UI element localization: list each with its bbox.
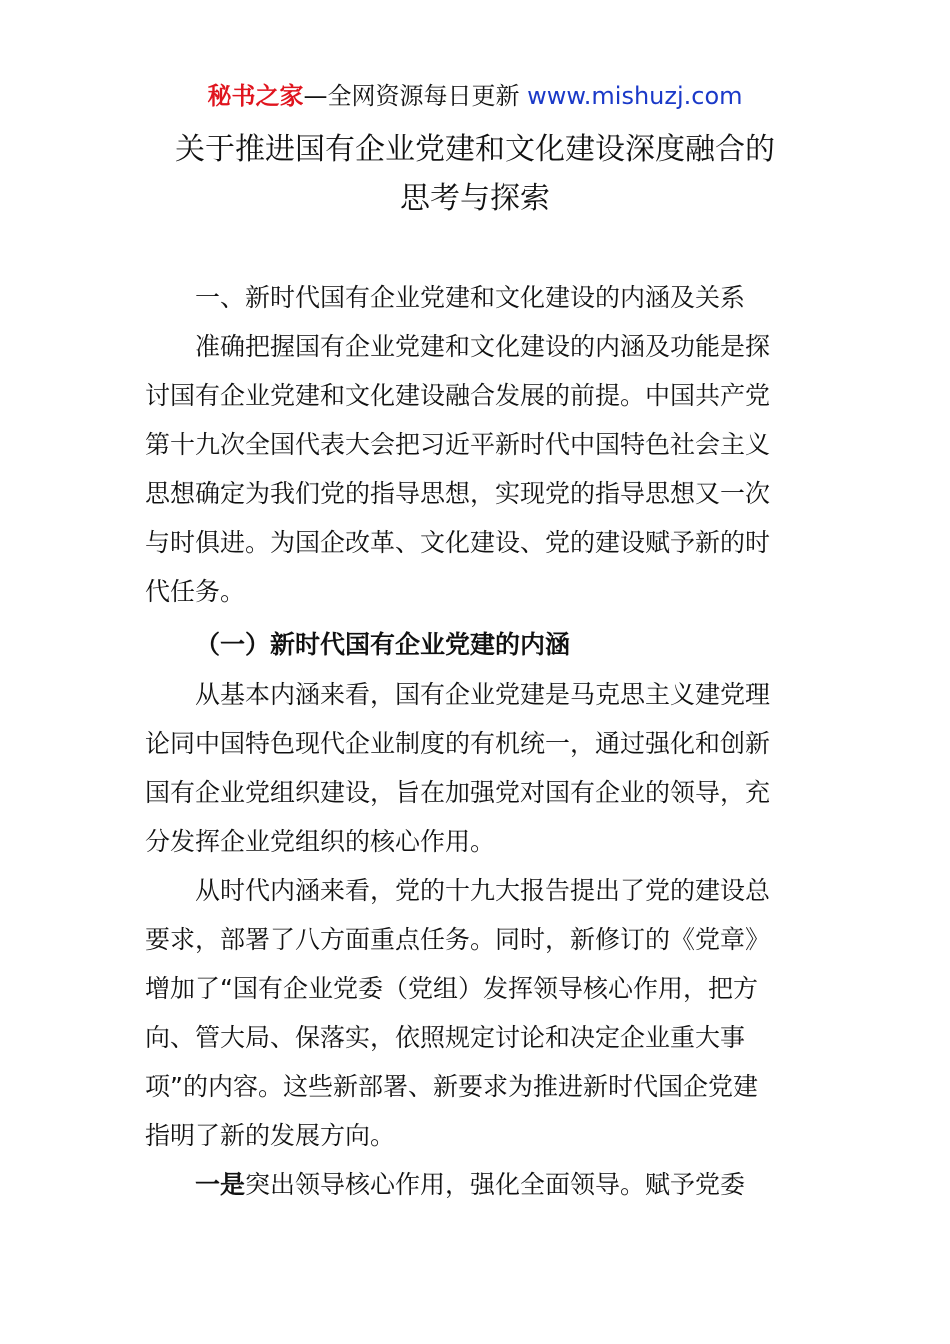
point-text: 突出领导核心作用，强化全面领导。赋予党委 — [245, 1170, 746, 1199]
paragraph-line: 要求，部署了八方面重点任务。同时，新修订的《党章》 — [145, 925, 771, 954]
point-lead: 一是 — [195, 1170, 246, 1199]
document-title-line-2: 思考与探索 — [400, 181, 550, 216]
paragraph-line: 第十九次全国代表大会把习近平新时代中国特色社会主义 — [145, 430, 771, 459]
paragraph-line: 论同中国特色现代企业制度的有机统一，通过强化和创新 — [145, 729, 771, 758]
paragraph-line: 从时代内涵来看，党的十九大报告提出了党的建设总 — [195, 876, 771, 905]
paragraph-line: 指明了新的发展方向。 — [145, 1121, 396, 1150]
subsection-heading: （一）新时代国有企业党建的内涵 — [195, 630, 571, 659]
document-title-line-1: 关于推进国有企业党建和文化建设深度融合的 — [175, 132, 775, 167]
paragraph-line: 国有企业党组织建设，旨在加强党对国有企业的领导，充 — [145, 778, 771, 807]
paragraph-line: 项”的内容。这些新部署、新要求为推进新时代国企党建 — [145, 1072, 758, 1101]
header-tagline: —全网资源每日更新 — [303, 82, 528, 110]
site-url-link[interactable]: www.mishuzj.com — [527, 82, 743, 110]
paragraph-line: 思想确定为我们党的指导思想，实现党的指导思想又一次 — [145, 479, 771, 508]
paragraph-line: 向、管大局、保落实，依照规定讨论和决定企业重大事 — [145, 1023, 746, 1052]
paragraph-line — [195, 1168, 860, 1202]
brand-name: 秘书之家 — [207, 82, 304, 110]
paragraph-line: 与时俱进。为国企改革、文化建设、党的建设赋予新的时 — [145, 528, 771, 557]
paragraph-line: 从基本内涵来看，国有企业党建是马克思主义建党理 — [195, 680, 771, 709]
paragraph-line: 讨国有企业党建和文化建设融合发展的前提。中国共产党 — [145, 381, 771, 410]
site-header — [0, 80, 950, 112]
paragraph-line: 增加了“国有企业党委（党组）发挥领导核心作用，把方 — [145, 974, 758, 1003]
section-heading: 一、新时代国有企业党建和文化建设的内涵及关系 — [195, 283, 746, 312]
paragraph-line: 代任务。 — [145, 577, 246, 606]
paragraph-line: 准确把握国有企业党建和文化建设的内涵及功能是探 — [195, 332, 771, 361]
paragraph-line: 分发挥企业党组织的核心作用。 — [145, 827, 496, 856]
